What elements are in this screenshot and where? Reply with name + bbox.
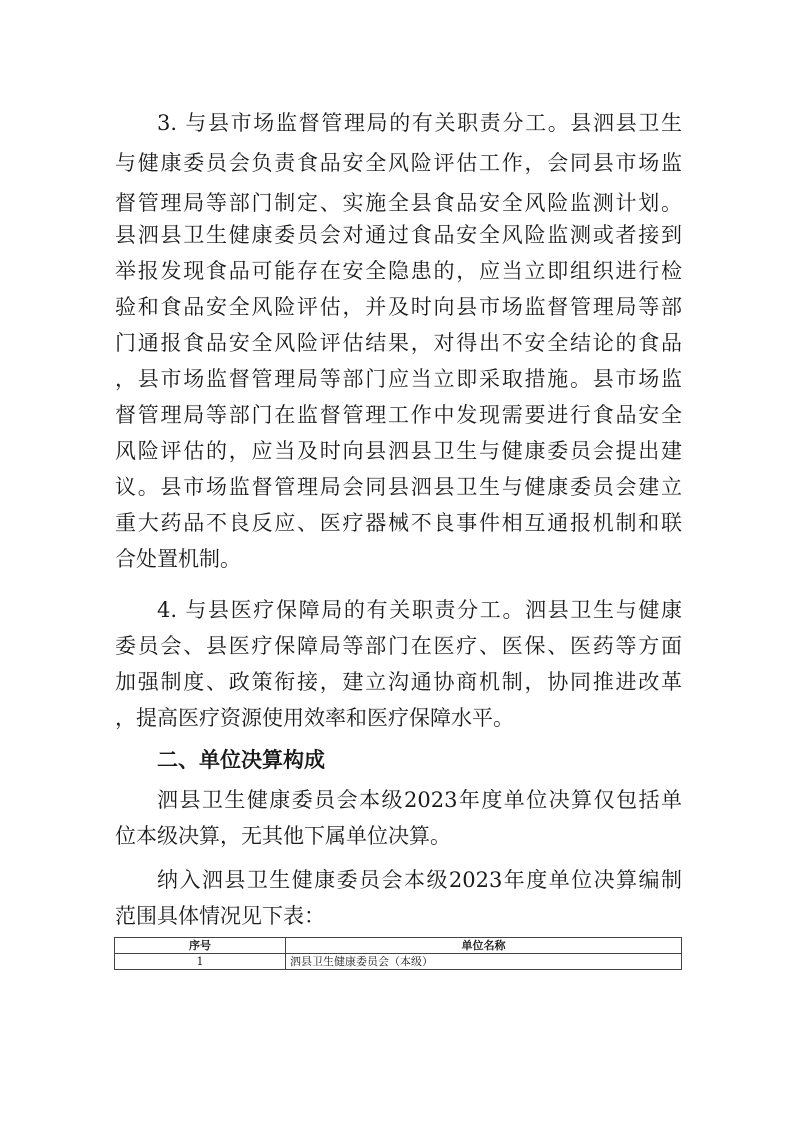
column-header-index: 序号 [115, 938, 286, 954]
paragraph-line: 泗县卫生健康委员会本级2023年度单位决算仅包括单 [157, 788, 682, 812]
paragraph-line: 3. 与县市场监督管理局的有关职责分工。县泗县卫生 [157, 111, 682, 135]
paragraph-line: 重大药品不良反应、医疗器械不良事件相互通报机制和联 [115, 511, 682, 535]
table-row [115, 954, 682, 970]
paragraph-line: 风险评估的，应当及时向县泗县卫生与健康委员会提出建 [115, 439, 682, 463]
unit-table [114, 937, 682, 970]
paragraph-line: 纳入泗县卫生健康委员会本级2023年度单位决算编制 [157, 868, 682, 892]
paragraph-line: 督管理局等部门制定、实施全县食品安全风险监测计划。 [115, 191, 682, 215]
paragraph-line: ，县市场监督管理局等部门应当立即采取措施。县市场监 [115, 367, 682, 391]
paragraph-line: 加强制度、政策衔接，建立沟通协商机制，协同推进改革 [115, 670, 682, 694]
paragraph-line: 委员会、县医疗保障局等部门在医疗、医保、医药等方面 [115, 634, 682, 658]
section-heading: 二、单位决算构成 [157, 748, 325, 772]
paragraph-line: 合处置机制。 [115, 547, 241, 571]
paragraph-line: ，提高医疗资源使用效率和医疗保障水平。 [115, 706, 514, 730]
paragraph-line: 4. 与县医疗保障局的有关职责分工。泗县卫生与健康 [157, 598, 682, 622]
paragraph-line: 验和食品安全风险评估，并及时向县市场监督管理局等部 [115, 295, 682, 319]
paragraph-line: 督管理局等部门在监督管理工作中发现需要进行食品安全 [115, 403, 682, 427]
paragraph-line: 与健康委员会负责食品安全风险评估工作，会同县市场监 [115, 151, 682, 175]
paragraph-line: 议。县市场监督管理局会同县泗县卫生与健康委员会建立 [115, 475, 682, 499]
table-header-row [115, 938, 682, 954]
table-cell-unit-name: 泗县卫生健康委员会（本级） [286, 954, 682, 970]
column-header-unit-name: 单位名称 [286, 938, 682, 954]
paragraph-line: 位本级决算，无其他下属单位决算。 [115, 824, 451, 848]
table-cell-index: 1 [115, 954, 286, 970]
paragraph-line: 县泗县卫生健康委员会对通过食品安全风险监测或者接到 [115, 223, 682, 247]
paragraph-line: 范围具体情况见下表： [115, 904, 325, 928]
paragraph-line: 门通报食品安全风险评估结果，对得出不安全结论的食品 [115, 331, 682, 355]
paragraph-line: 举报发现食品可能存在安全隐患的，应当立即组织进行检 [115, 259, 682, 283]
